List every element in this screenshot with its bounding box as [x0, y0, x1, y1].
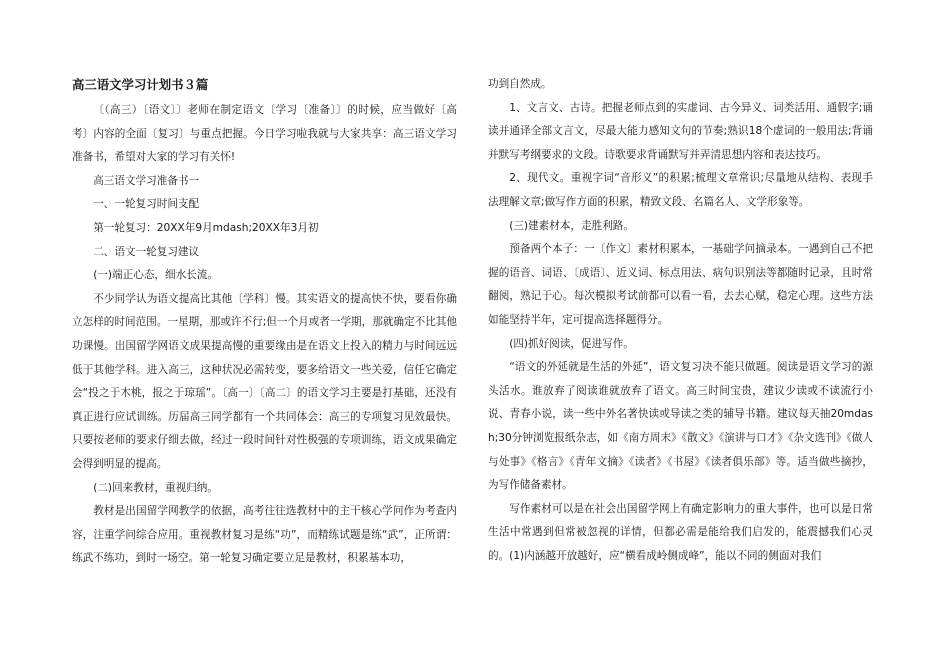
subheading-mindset: (一)端正心态，细水长流。 [93, 269, 218, 282]
subheading-reading: (四)抓好阅读，促进写作。 [509, 337, 634, 350]
paragraph-continuation: 功到自然成。 [488, 78, 552, 90]
paragraph-modern-text: 2、现代文。重视字词“音形义”的积累;梳理文章常识;尽量地从结构、表现手法理解文章;做写作方面的积累，精致文段、名篇名人、文学形象等。 [488, 172, 873, 208]
paragraph-classical-chinese: 1、文言文、古诗。把握老师点到的实虚词、古今异义、词类活用、通假字;诵读并通译全部文言文，尽最大能力感知文句的节奏;熟识18个虚词的一般用法;背诵并默写考纲要求的文段。诗歌要求背诵默写并弄清思想内容和表达技巧。 [488, 101, 873, 161]
section-heading-plan-one: 高三语文学习准备书一 [93, 174, 200, 187]
first-round-dates: 第一轮复习：20XX年9月mdash;20XX年3月初 [93, 221, 319, 234]
left-column [72, 77, 457, 571]
paragraph-textbook: 教材是出国留学网教学的依据，高考往往选教材中的主干核心学问作为考查内容，注重学问综合应用。重视教材复习是练“功”，而精练试题是练“武”，正所谓：练武不练功，到时一场空。第一轮复习确定要立足是教材，积累基本功， [72, 505, 457, 565]
subheading-textbook: (二)回来教材，重视归纳。 [93, 481, 218, 494]
intro-paragraph: 〔（高三）〔语文〕〕老师在制定语文〔学习〔准备〕〕的时候，应当做好〔高考〕内容的全面〔复习〕与重点把握。今日学习啦我就与大家共享：高三语文学习准备书，希望对大家的学习有关怀! [72, 104, 457, 164]
subheading-material-book: (三)建素材本，走胜利路。 [509, 219, 634, 232]
heading-review-suggestions: 二、语文一轮复习建议 [93, 245, 200, 258]
paragraph-mindset: 不少同学认为语文提高比其他〔学科〕慢。其实语文的提高快不快，要看你确立怎样的时间范围。一星期，那或许不行;但一个月或者一学期，那就确定不比其他功课慢。出国留学网语文成果提高慢的重要缘由是在语文上投入的精力与时间远远低于其他学科。进入高三，这种状况必需转变，要多给语文一些关爱，信任它确定会“投之于木桃，报之于琼瑶”。〔高一〕〔高二〕的语文学习主要是打基础，还没有真正进行应试训练。历届高三同学都有一个共同体会：高三的专项复习见效最快。只要按老师的要求仔细去做，经过一段时间针对性极强的专项训练，语文成果确定会得到明显的提高。 [72, 292, 457, 470]
paragraph-material-book: 预备两个本子：一〔作文〕素材积累本，一基础学问摘录本。一遇到自己不把握的语音、词语、〔成语〕、近义词、标点用法、病句识别法等都随时记录，且时常翻阅，熟记于心。每次模拟考试前都可以看一看，去去心赋，稳定心理。这些方法如能坚持半年，定可提高选择题得分。 [488, 243, 873, 326]
right-column [488, 77, 873, 568]
paragraph-reading: “语文的外延就是生活的外延”，语文复习决不能只做题。阅读是语文学习的源头活水。谁放弃了阅读谁就放弃了语文。高三时间宝贵，建议少读或不读流行小说、青春小说，读一些中外名著快读或导读之类的辅导书籍。建议每天抽20mdash;30分钟浏览报纸杂志，如《南方周末》《散文》《演讲与口才》《杂文选刊》《做人与处事》《格言》《青年文摘》《读者》《书屋》《读者俱乐部》等。适当做些摘抄，为写作储备素材。 [488, 361, 873, 492]
document-title: 高三语文学习计划书３篇 [72, 77, 209, 92]
heading-time-schedule: 一、一轮复习时间支配 [93, 198, 200, 211]
paragraph-writing-material: 写作素材可以是在社会出国留学网上有确定影响力的重大事件，也可以是日常生活中常遇到但常被忽视的详情，但都必需是能给我们启发的，能震撼我们心灵的。(1)内涵越开放越好，应“横看成岭侧成峰”，能以不同的侧面对我们 [488, 502, 873, 562]
